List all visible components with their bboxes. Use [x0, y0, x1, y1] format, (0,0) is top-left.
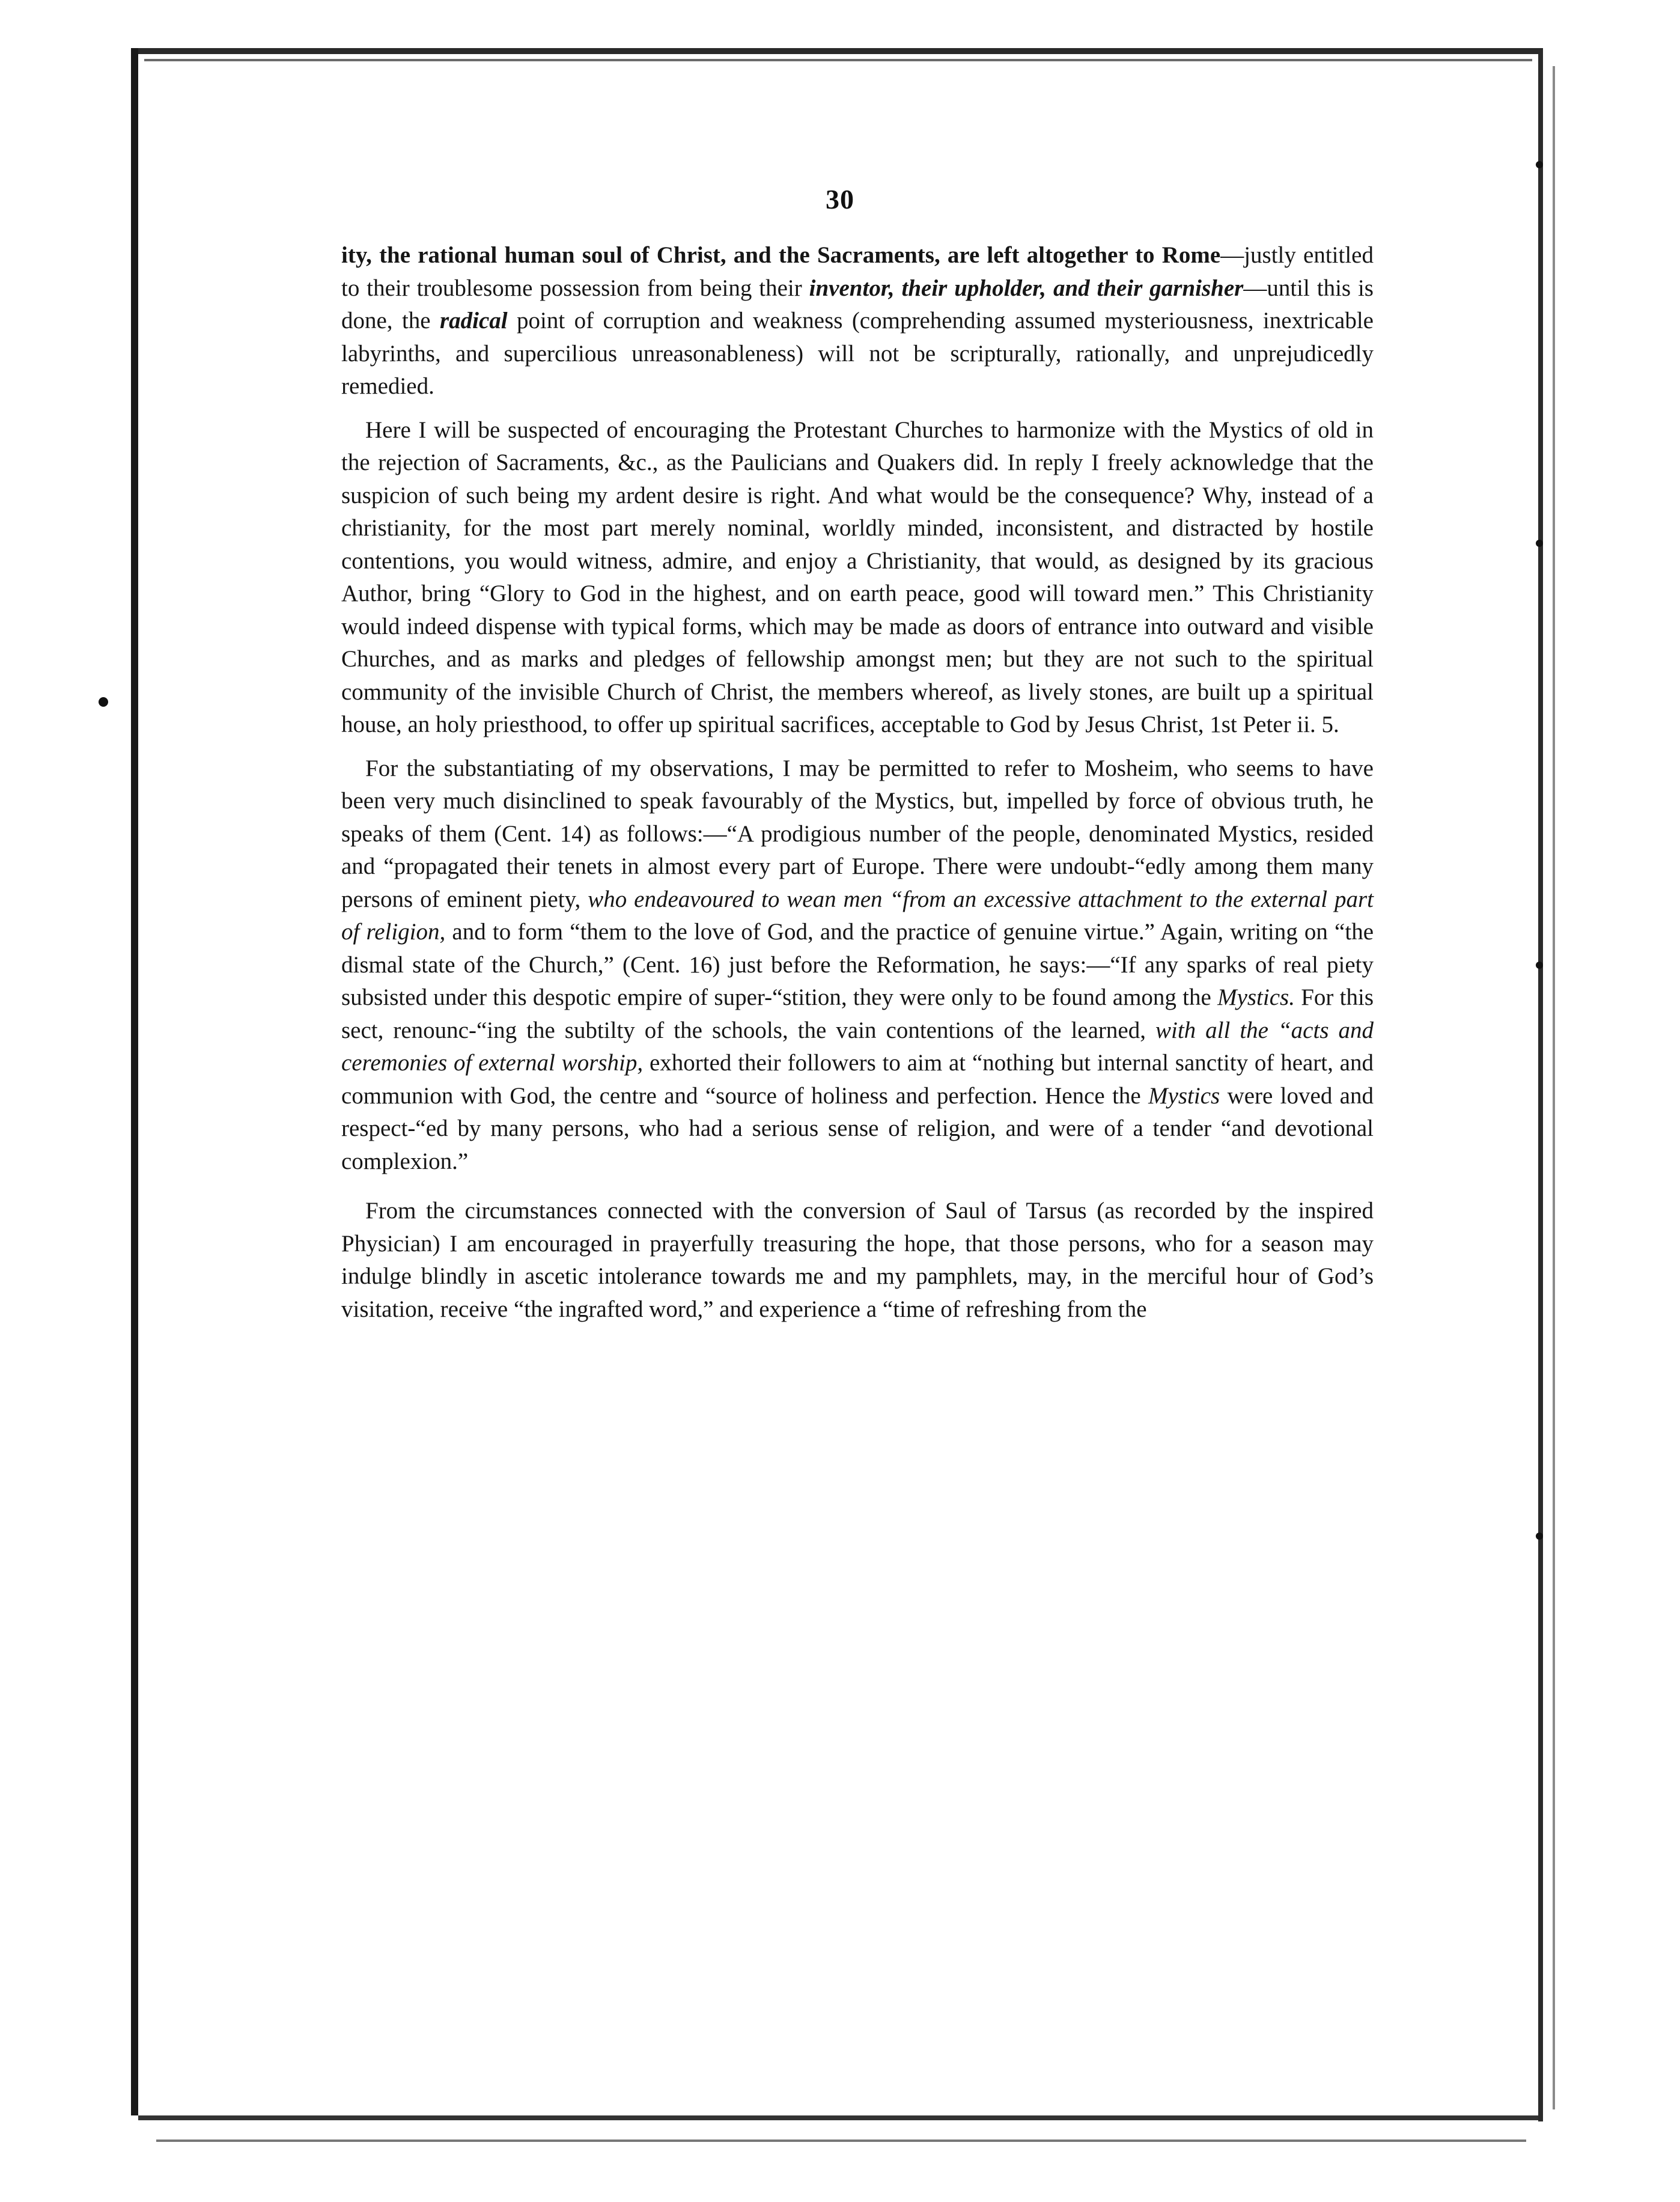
page-edge-top-shadow: [144, 59, 1532, 61]
scan-speck: [1536, 161, 1543, 168]
text-segment: For this sect, renounc-“ing the subtilty of the schools, the vain contentions of the learned,: [341, 984, 1374, 1043]
text-segment: For the substantiating of my observations, I may be permitted to refer to Mosheim, who seems to have been very much disinclined to speak favourably of the Mystics, but, impelled by force of obvious truth, he speaks of them (Cent. 14) as follows:—“A prodigious number of the people, denominated Mystics, resided and “propagated their tenets in almost every part of Europe. There were undoubt-“edly among them many persons of eminent piety,: [341, 755, 1374, 912]
scan-speck: [1536, 1533, 1543, 1540]
page-edge-top: [138, 48, 1538, 54]
text-segment: —until this is done, the: [341, 275, 1374, 334]
text-segment: exhorted their followers to aim at “nothing but internal sanctity of heart, and communion with God, the centre and “source of holiness and perfection. Hence the: [341, 1050, 1374, 1109]
page-fold-right: [1538, 48, 1543, 2121]
text-segment: Here I will be suspected of encouraging the Protestant Churches to harmonize with the Mystics of old in the rejection of Sacraments, &c., as the Paulicians and Quakers did. In reply I freely acknowledge that the suspicion of such being my ardent desire is right. And what would be the consequence? Why, instead of a christianity, for the most part merely nominal, worldly minded, inconsistent, and distracted by hostile contentions, you would witness, admire, and enjoy a Christianity, that would, as designed by its gracious Author, bring “Glory to God in the highest, and on earth peace, good will toward men.” This Christianity would indeed dispense with typical forms, which may be made as doors of entrance into outward and visible Churches, and as marks and pledges of fellowship amongst men; but they are not such to the spiritual community of the invisible Church of Christ, the members whereof, as lively stones, are built up a spiritual house, an holy priesthood, to offer up spiritual sacrifices, acceptable to God by Jesus Christ, 1st Peter ii. 5.: [341, 416, 1374, 737]
page-edge-bottom-shadow: [156, 2139, 1526, 2142]
text-segment: From the circumstances connected with the conversion of Saul of Tarsus (as recorded by the inspired Physician) I am encouraged in prayerfully treasuring the hope, that those persons, who for a season may indulge blindly in ascetic intolerance towards me and my pamphlets, may, in the merciful hour of God’s visitation, receive “the ingrafted word,” and experience a “time of refreshing from the: [341, 1198, 1374, 1322]
scan-speck: [1536, 540, 1543, 547]
text-segment: inventor, their upholder, and their garnisher: [809, 275, 1244, 301]
text-segment: and to form “them to the love of God, and the practice of genuine virtue.” Again, writing on “the dismal state of the Church,” (Cent. 16) just before the Reformation, he says:—“If any sparks of real piety subsisted under this despotic empire of super-“stition, they were only to be found among the: [341, 919, 1374, 1010]
scan-speck: [99, 697, 108, 707]
paragraph-2: [341, 414, 1374, 742]
text-segment: —justly entitled to their troublesome possession from being their: [341, 242, 1374, 301]
text-segment: point of corruption and weakness (comprehending assumed mysteriousness, inextricable labyrinths, and supercilious unreasonableness) will not be scripturally, rationally, and unprejudicedly remedied.: [341, 308, 1374, 399]
text-segment: Mystics: [1148, 1082, 1220, 1109]
paragraph-4: [341, 1195, 1374, 1326]
page-edge-left: [131, 48, 138, 2115]
paragraph-3: [341, 752, 1374, 1179]
text-segment: who endeavoured to wean men “from an excessive attachment to the external part of religion,: [341, 886, 1374, 945]
paragraph-1: [341, 239, 1374, 403]
text-segment: ity, the rational human soul of Christ, and the Sacraments, are left altogether to Rome: [341, 242, 1221, 268]
scan-speck: [1536, 962, 1543, 969]
text-segment: Mystics.: [1217, 984, 1295, 1010]
text-segment: with all the “acts and ceremonies of external worship,: [341, 1017, 1374, 1076]
page-fold-right-shadow: [1553, 66, 1555, 2109]
page-number: 30: [826, 184, 854, 215]
body-text: [341, 239, 1374, 1326]
text-segment: were loved and respect-“ed by many persons, who had a serious sense of religion, and were of a tender “and devotional complexion.”: [341, 1082, 1374, 1174]
page-edge-bottom: [138, 2115, 1538, 2120]
text-segment: radical: [439, 308, 508, 334]
